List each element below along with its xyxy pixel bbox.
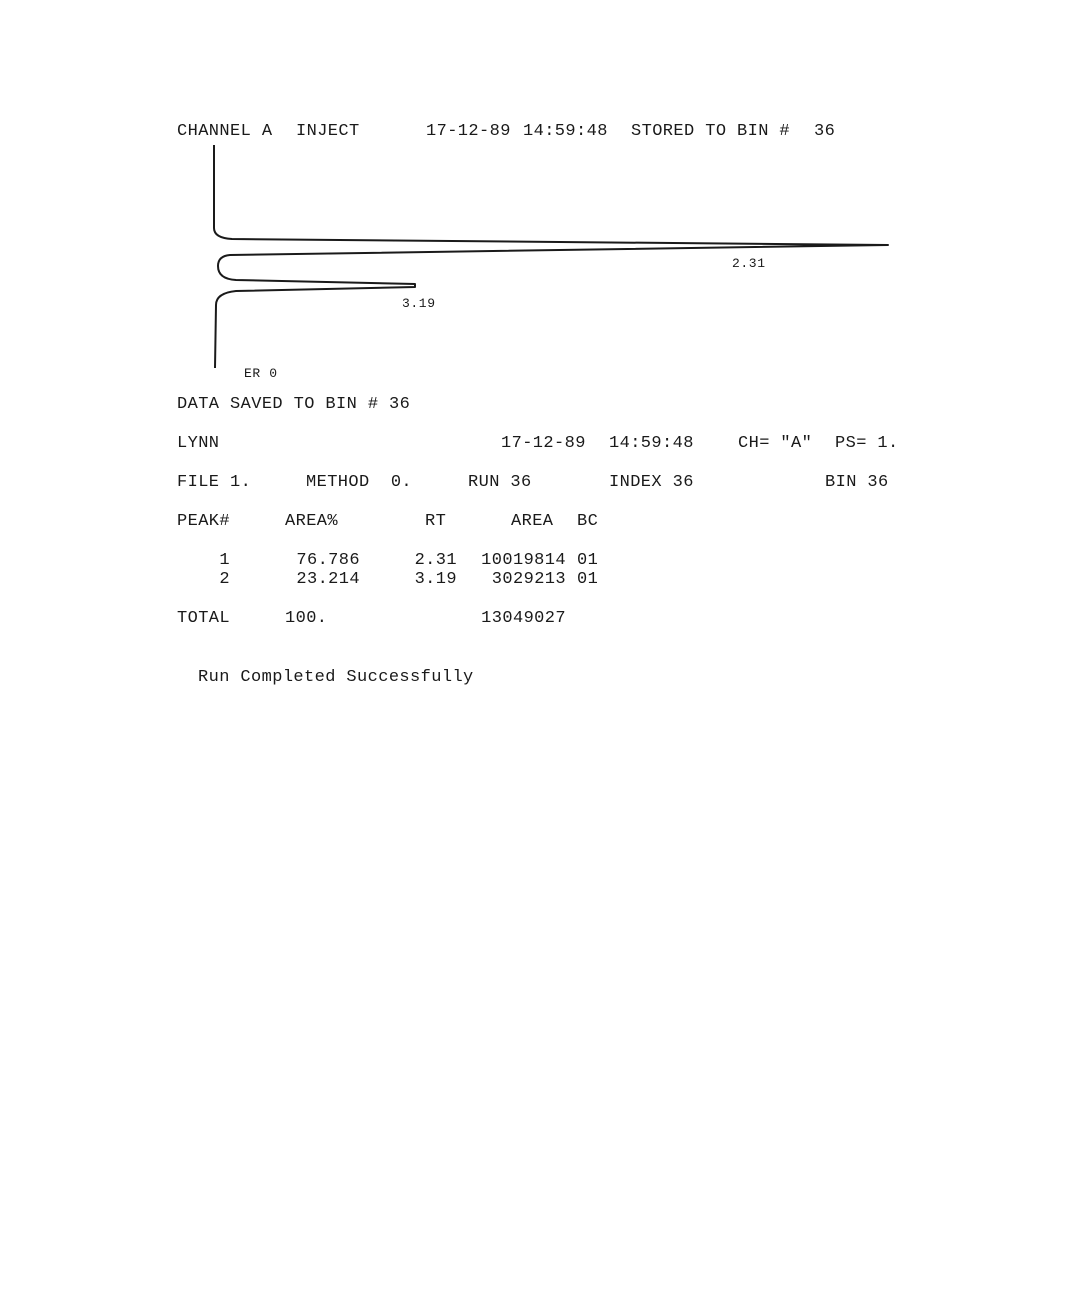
chromatogram-trace — [0, 0, 1080, 400]
method-number: METHOD 0. — [306, 473, 413, 492]
channel-label: CHANNEL A — [177, 122, 273, 141]
total-label: TOTAL — [177, 609, 231, 628]
col-header-peak: PEAK# — [177, 512, 231, 531]
col-header-area: AREA — [511, 512, 554, 531]
file-number: FILE 1. — [177, 473, 252, 492]
table-row-1-area: 10019814 — [481, 551, 566, 570]
trace-line — [214, 145, 888, 368]
ps-setting: PS= 1. — [835, 434, 899, 453]
header-bin: 36 — [814, 122, 836, 141]
col-header-bc: BC — [577, 512, 599, 531]
table-row-2-bc: 01 — [577, 570, 599, 589]
table-row-2-area-pct: 23.214 — [296, 570, 360, 589]
index-number: INDEX 36 — [609, 473, 694, 492]
end-run-label: ER 0 — [244, 366, 278, 381]
table-row-1-area-pct: 76.786 — [296, 551, 360, 570]
run-number: RUN 36 — [468, 473, 532, 492]
table-row-1-peak: 1 — [219, 551, 230, 570]
channel-setting: CH= "A" — [738, 434, 813, 453]
info-date: 17-12-89 — [501, 434, 586, 453]
data-saved-line: DATA SAVED TO BIN # 36 — [177, 395, 411, 414]
info-time: 14:59:48 — [609, 434, 694, 453]
bin-number: BIN 36 — [825, 473, 889, 492]
table-row-2-area: 3029213 — [491, 570, 566, 589]
col-header-rt: RT — [425, 512, 447, 531]
header-date: 17-12-89 — [426, 122, 511, 141]
table-row-1-bc: 01 — [577, 551, 599, 570]
col-header-area-pct: AREA% — [285, 512, 339, 531]
run-status: Run Completed Successfully — [198, 668, 474, 687]
peak-label-1: 2.31 — [732, 256, 766, 271]
table-row-1-rt: 2.31 — [414, 551, 457, 570]
peak-label-2: 3.19 — [402, 296, 436, 311]
operator-name: LYNN — [177, 434, 220, 453]
total-area-pct: 100. — [285, 609, 328, 628]
table-row-2-rt: 3.19 — [414, 570, 457, 589]
header-time: 14:59:48 — [523, 122, 608, 141]
total-area: 13049027 — [481, 609, 566, 628]
stored-label: STORED TO BIN # — [631, 122, 791, 141]
inject-label: INJECT — [296, 122, 360, 141]
table-row-2-peak: 2 — [219, 570, 230, 589]
